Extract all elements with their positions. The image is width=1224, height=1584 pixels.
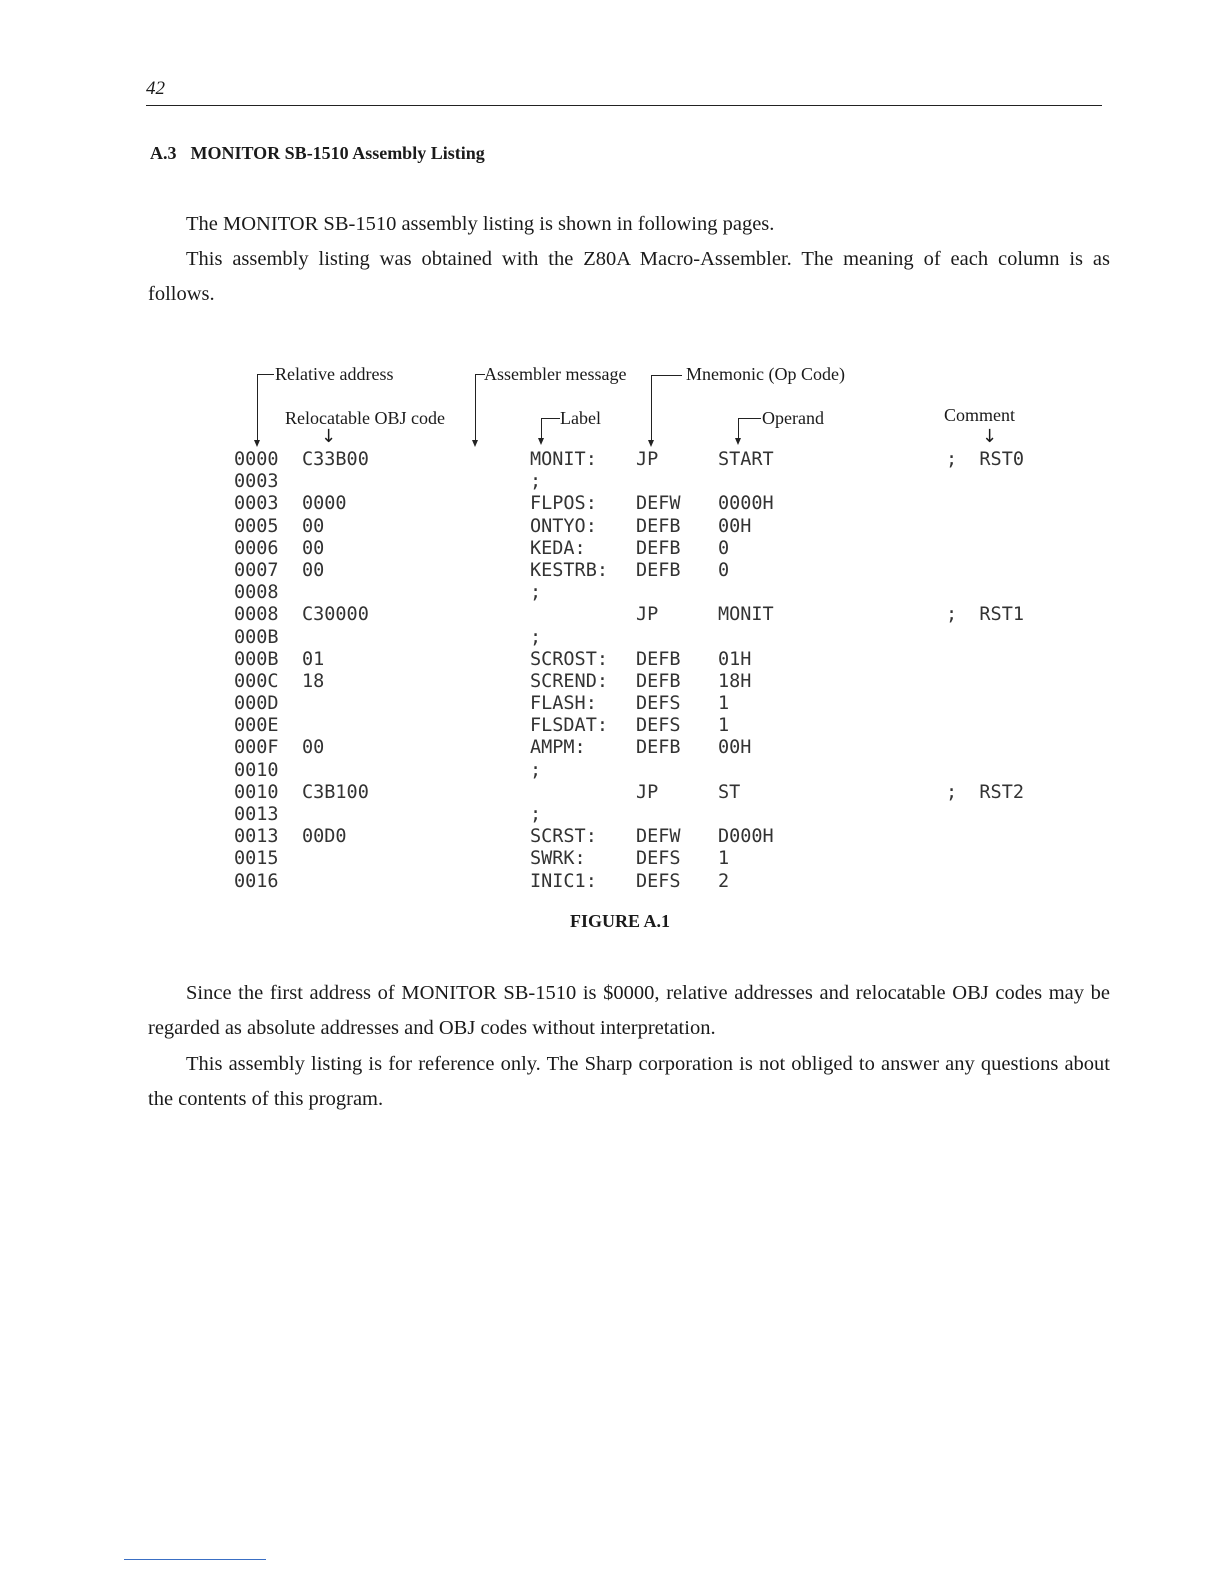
row-mnemonic: DEFW bbox=[636, 826, 681, 848]
mnemonic-bracket bbox=[651, 375, 682, 441]
row-operand: D000H bbox=[718, 826, 774, 848]
row-obj-code: 00 bbox=[302, 559, 325, 581]
row-operand: 1 bbox=[718, 715, 730, 737]
row-mnemonic: DEFW bbox=[636, 493, 681, 515]
listing-row bbox=[234, 560, 1054, 582]
label-arrow-icon bbox=[538, 438, 544, 445]
row-address: 000B bbox=[234, 626, 279, 648]
row-address: 0007 bbox=[234, 559, 279, 581]
row-label: MONIT: bbox=[530, 449, 597, 470]
listing-row bbox=[234, 826, 1054, 848]
row-address: 0003 bbox=[234, 493, 279, 515]
row-mnemonic: DEFS bbox=[636, 848, 681, 870]
row-label: FLSDAT: bbox=[530, 715, 608, 737]
row-operand: 2 bbox=[718, 870, 730, 892]
row-mnemonic: JP bbox=[636, 604, 659, 626]
row-mnemonic: DEFB bbox=[636, 537, 681, 559]
row-operand: 0 bbox=[718, 537, 730, 559]
row-address: 0005 bbox=[234, 515, 279, 537]
listing-row bbox=[234, 627, 1054, 649]
row-mnemonic: DEFS bbox=[636, 715, 681, 737]
row-address: 0010 bbox=[234, 781, 279, 803]
listing-row bbox=[234, 493, 1054, 515]
row-mnemonic: DEFB bbox=[636, 670, 681, 692]
row-label: ONTYO: bbox=[530, 515, 597, 537]
closing-paragraph-2: This assembly listing is for reference only. The Sharp corporation is not obliged to answer any questions about the contents of this program. bbox=[148, 1053, 1110, 1110]
assembler-message-label: Assembler message bbox=[484, 364, 627, 384]
relative-address-label: Relative address bbox=[275, 364, 394, 384]
row-label: ; bbox=[530, 759, 542, 781]
listing-row bbox=[234, 804, 1054, 826]
listing-row bbox=[234, 582, 1054, 604]
listing-row bbox=[234, 871, 1054, 893]
operand-arrow-icon bbox=[735, 438, 741, 445]
row-address: 0006 bbox=[234, 537, 279, 559]
row-mnemonic: DEFS bbox=[636, 693, 681, 715]
row-mnemonic: JP bbox=[636, 449, 659, 470]
relocatable-obj-arrow-icon: ↓ bbox=[321, 426, 337, 447]
comment-arrow-icon: ↓ bbox=[982, 426, 998, 447]
label-column-label: Label bbox=[560, 408, 601, 428]
row-obj-code: 00 bbox=[302, 737, 325, 759]
listing-row bbox=[234, 737, 1054, 759]
row-label: ; bbox=[530, 804, 542, 825]
row-address: 0013 bbox=[234, 804, 279, 825]
listing-row bbox=[234, 449, 1054, 471]
row-label: FLASH: bbox=[530, 693, 597, 715]
row-address: 000E bbox=[234, 715, 279, 737]
row-address: 0015 bbox=[234, 848, 279, 870]
row-label: SCRST: bbox=[530, 826, 597, 848]
listing-row bbox=[234, 516, 1054, 538]
assembler-message-arrow-icon bbox=[472, 440, 478, 447]
row-operand: 0 bbox=[718, 559, 730, 581]
row-label: ; bbox=[530, 582, 542, 604]
header-rule bbox=[146, 105, 1102, 106]
page-number: 42 bbox=[146, 78, 165, 99]
row-label: ; bbox=[530, 471, 542, 493]
section-title: MONITOR SB-1510 Assembly Listing bbox=[190, 143, 485, 163]
footer-rule bbox=[124, 1559, 266, 1560]
assembly-listing bbox=[234, 449, 1054, 893]
row-address: 0016 bbox=[234, 870, 279, 892]
relative-address-arrow-icon bbox=[254, 440, 260, 447]
row-label: FLPOS: bbox=[530, 493, 597, 515]
row-label: INIC1: bbox=[530, 870, 597, 892]
row-address: 0013 bbox=[234, 826, 279, 848]
row-label: SWRK: bbox=[530, 848, 586, 870]
row-comment: ; RST1 bbox=[946, 604, 1024, 626]
row-operand: ST bbox=[718, 781, 741, 803]
row-address: 000D bbox=[234, 693, 279, 715]
operand-label: Operand bbox=[762, 408, 824, 428]
row-obj-code: 00D0 bbox=[302, 826, 347, 848]
section-number: A.3 bbox=[150, 143, 177, 163]
row-operand: 1 bbox=[718, 693, 730, 715]
row-comment: ; RST2 bbox=[946, 781, 1024, 803]
row-label: SCREND: bbox=[530, 670, 608, 692]
row-mnemonic: DEFB bbox=[636, 515, 681, 537]
row-address: 0000 bbox=[234, 449, 279, 470]
row-obj-code: 01 bbox=[302, 648, 325, 670]
row-operand: 00H bbox=[718, 737, 752, 759]
row-operand: 18H bbox=[718, 670, 752, 692]
closing-paragraph-1: Since the first address of MONITOR SB-1510 is $0000, relative addresses and relocatable OBJ codes may be regarded as absolute addresses and OBJ codes without interpretation. bbox=[148, 982, 1110, 1039]
intro-paragraph-2: This assembly listing was obtained with the Z80A Macro-Assembler. The meaning of each column is as follows. bbox=[148, 248, 1110, 305]
row-address: 000C bbox=[234, 670, 279, 692]
row-address: 0003 bbox=[234, 471, 279, 493]
row-operand: 00H bbox=[718, 515, 752, 537]
row-label: KEDA: bbox=[530, 537, 586, 559]
row-label: ; bbox=[530, 626, 542, 648]
row-mnemonic: JP bbox=[636, 781, 659, 803]
row-obj-code: 18 bbox=[302, 670, 325, 692]
listing-row bbox=[234, 538, 1054, 560]
row-obj-code: C33B00 bbox=[302, 449, 369, 470]
row-mnemonic: DEFB bbox=[636, 648, 681, 670]
row-label: KESTRB: bbox=[530, 559, 608, 581]
listing-row bbox=[234, 471, 1054, 493]
comment-label: Comment bbox=[944, 405, 1015, 425]
row-obj-code: 00 bbox=[302, 537, 325, 559]
row-label: AMPM: bbox=[530, 737, 586, 759]
operand-bracket bbox=[738, 418, 761, 441]
row-obj-code: C3B100 bbox=[302, 781, 369, 803]
row-operand: 01H bbox=[718, 648, 752, 670]
mnemonic-label: Mnemonic (Op Code) bbox=[686, 364, 845, 384]
row-obj-code: 0000 bbox=[302, 493, 347, 515]
relative-address-bracket bbox=[257, 374, 274, 441]
listing-row bbox=[234, 671, 1054, 693]
row-comment: ; RST0 bbox=[946, 449, 1024, 470]
row-operand: MONIT bbox=[718, 604, 774, 626]
row-mnemonic: DEFB bbox=[636, 737, 681, 759]
row-operand: 0000H bbox=[718, 493, 774, 515]
row-obj-code: 00 bbox=[302, 515, 325, 537]
row-obj-code: C30000 bbox=[302, 604, 369, 626]
row-mnemonic: DEFB bbox=[636, 559, 681, 581]
row-address: 0010 bbox=[234, 759, 279, 781]
listing-row bbox=[234, 760, 1054, 782]
row-address: 0008 bbox=[234, 582, 279, 604]
intro-paragraph-1: The MONITOR SB-1510 assembly listing is shown in following pages. bbox=[186, 213, 775, 235]
row-operand: START bbox=[718, 449, 774, 470]
mnemonic-arrow-icon bbox=[648, 440, 654, 447]
listing-row bbox=[234, 693, 1054, 715]
listing-row bbox=[234, 782, 1054, 804]
row-address: 000B bbox=[234, 648, 279, 670]
listing-row bbox=[234, 604, 1054, 626]
row-label: SCROST: bbox=[530, 648, 608, 670]
listing-row bbox=[234, 649, 1054, 671]
listing-row bbox=[234, 848, 1054, 870]
section-heading bbox=[150, 143, 485, 164]
listing-row bbox=[234, 715, 1054, 737]
relocatable-obj-label: Relocatable OBJ code bbox=[285, 408, 445, 428]
row-mnemonic: DEFS bbox=[636, 870, 681, 892]
row-address: 000F bbox=[234, 737, 279, 759]
row-address: 0008 bbox=[234, 604, 279, 626]
figure-caption: FIGURE A.1 bbox=[569, 911, 670, 931]
row-operand: 1 bbox=[718, 848, 730, 870]
